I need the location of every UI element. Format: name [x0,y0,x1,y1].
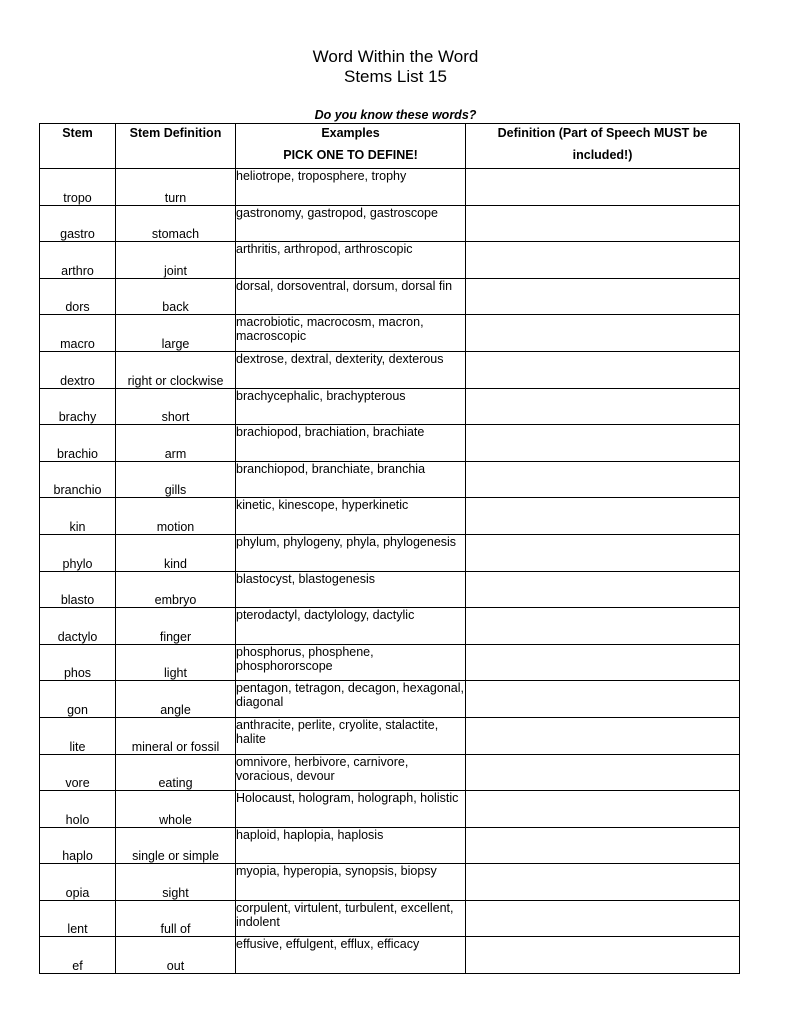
examples-cell: brachycephalic, brachypterous [236,388,466,425]
table-row [40,169,740,206]
page-title [0,47,791,87]
answer-cell[interactable] [466,315,740,352]
answer-cell[interactable] [466,205,740,242]
table-row [40,461,740,498]
stem-definition-cell: embryo [116,571,236,608]
table-row [40,681,740,718]
stem-definition-cell: joint [116,242,236,279]
answer-cell[interactable] [466,534,740,571]
stem-definition-cell: arm [116,425,236,462]
answer-cell[interactable] [466,608,740,645]
answer-cell[interactable] [466,754,740,791]
table-row [40,425,740,462]
table-row [40,937,740,974]
answer-cell[interactable] [466,461,740,498]
answer-cell[interactable] [466,681,740,718]
stem-cell: dactylo [40,608,116,645]
examples-cell: anthracite, perlite, cryolite, stalactite, halite [236,717,466,754]
examples-cell: omnivore, herbivore, carnivore, voracious, devour [236,754,466,791]
stem-cell: tropo [40,169,116,206]
header-row [40,124,740,169]
table-row [40,864,740,901]
examples-cell: effusive, effulgent, efflux, efficacy [236,937,466,974]
table-row [40,900,740,937]
header-definition: Definition (Part of Speech MUST be included!) [466,124,740,169]
table-row [40,534,740,571]
stems-table [39,123,740,974]
stem-definition-cell: finger [116,608,236,645]
stem-cell: holo [40,791,116,828]
header-stem-definition: Stem Definition [116,124,236,169]
stem-cell: gastro [40,205,116,242]
stem-definition-cell: eating [116,754,236,791]
examples-cell: gastronomy, gastropod, gastroscope [236,205,466,242]
table-row [40,571,740,608]
stem-cell: vore [40,754,116,791]
header-stem: Stem [40,124,116,169]
examples-cell: kinetic, kinescope, hyperkinetic [236,498,466,535]
examples-cell: macrobiotic, macrocosm, macron, macroscopic [236,315,466,352]
table-row [40,205,740,242]
examples-cell: Holocaust, hologram, holograph, holistic [236,791,466,828]
header-examples-instruction: PICK ONE TO DEFINE! [283,148,418,162]
stem-definition-cell: single or simple [116,827,236,864]
answer-cell[interactable] [466,900,740,937]
stem-definition-cell: kind [116,534,236,571]
answer-cell[interactable] [466,278,740,315]
stem-cell: phylo [40,534,116,571]
stem-definition-cell: large [116,315,236,352]
answer-cell[interactable] [466,388,740,425]
stem-definition-cell: back [116,278,236,315]
title-line-2: Stems List 15 [344,67,447,86]
answer-cell[interactable] [466,644,740,681]
stem-definition-cell: whole [116,791,236,828]
table-row [40,644,740,681]
stem-cell: phos [40,644,116,681]
stem-definition-cell: sight [116,864,236,901]
stem-cell: arthro [40,242,116,279]
stem-definition-cell: full of [116,900,236,937]
table-row [40,827,740,864]
stem-cell: brachio [40,425,116,462]
answer-cell[interactable] [466,498,740,535]
stem-cell: macro [40,315,116,352]
answer-cell[interactable] [466,937,740,974]
examples-cell: myopia, hyperopia, synopsis, biopsy [236,864,466,901]
stem-cell: opia [40,864,116,901]
examples-cell: branchiopod, branchiate, branchia [236,461,466,498]
answer-cell[interactable] [466,169,740,206]
stem-cell: kin [40,498,116,535]
subtitle: Do you know these words? [314,108,477,122]
answer-cell[interactable] [466,242,740,279]
stem-definition-cell: right or clockwise [116,351,236,388]
title-line-1: Word Within the Word [312,47,479,66]
examples-cell: dorsal, dorsoventral, dorsum, dorsal fin [236,278,466,315]
stem-definition-cell: short [116,388,236,425]
table-row [40,498,740,535]
stem-cell: branchio [40,461,116,498]
examples-cell: blastocyst, blastogenesis [236,571,466,608]
stem-definition-cell: out [116,937,236,974]
examples-cell: phosphorus, phosphene, phosphororscope [236,644,466,681]
examples-cell: pterodactyl, dactylology, dactylic [236,608,466,645]
stem-definition-cell: stomach [116,205,236,242]
examples-cell: heliotrope, troposphere, trophy [236,169,466,206]
answer-cell[interactable] [466,351,740,388]
table-row [40,791,740,828]
table-row [40,717,740,754]
stem-definition-cell: angle [116,681,236,718]
stem-cell: lent [40,900,116,937]
stem-definition-cell: motion [116,498,236,535]
stem-definition-cell: turn [116,169,236,206]
table-row [40,315,740,352]
examples-cell: corpulent, virtulent, turbulent, excellent, indolent [236,900,466,937]
examples-cell: phylum, phylogeny, phyla, phylogenesis [236,534,466,571]
answer-cell[interactable] [466,425,740,462]
examples-cell: dextrose, dextral, dexterity, dexterous [236,351,466,388]
stem-cell: blasto [40,571,116,608]
table-row [40,278,740,315]
stem-cell: dors [40,278,116,315]
stem-definition-cell: light [116,644,236,681]
table-row [40,754,740,791]
examples-cell: arthritis, arthropod, arthroscopic [236,242,466,279]
answer-cell[interactable] [466,827,740,864]
stem-definition-cell: gills [116,461,236,498]
table-row [40,351,740,388]
header-definition-note: included!) [572,148,633,162]
stem-cell: brachy [40,388,116,425]
stem-cell: ef [40,937,116,974]
table-row [40,608,740,645]
stem-cell: lite [40,717,116,754]
examples-cell: pentagon, tetragon, decagon, hexagonal, diagonal [236,681,466,718]
header-examples: Examples PICK ONE TO DEFINE! [236,124,466,169]
stem-cell: haplo [40,827,116,864]
answer-cell[interactable] [466,791,740,828]
answer-cell[interactable] [466,571,740,608]
answer-cell[interactable] [466,864,740,901]
answer-cell[interactable] [466,717,740,754]
table-row [40,242,740,279]
table-row [40,388,740,425]
stem-cell: dextro [40,351,116,388]
stem-cell: gon [40,681,116,718]
stem-definition-cell: mineral or fossil [116,717,236,754]
examples-cell: haploid, haplopia, haplosis [236,827,466,864]
examples-cell: brachiopod, brachiation, brachiate [236,425,466,462]
